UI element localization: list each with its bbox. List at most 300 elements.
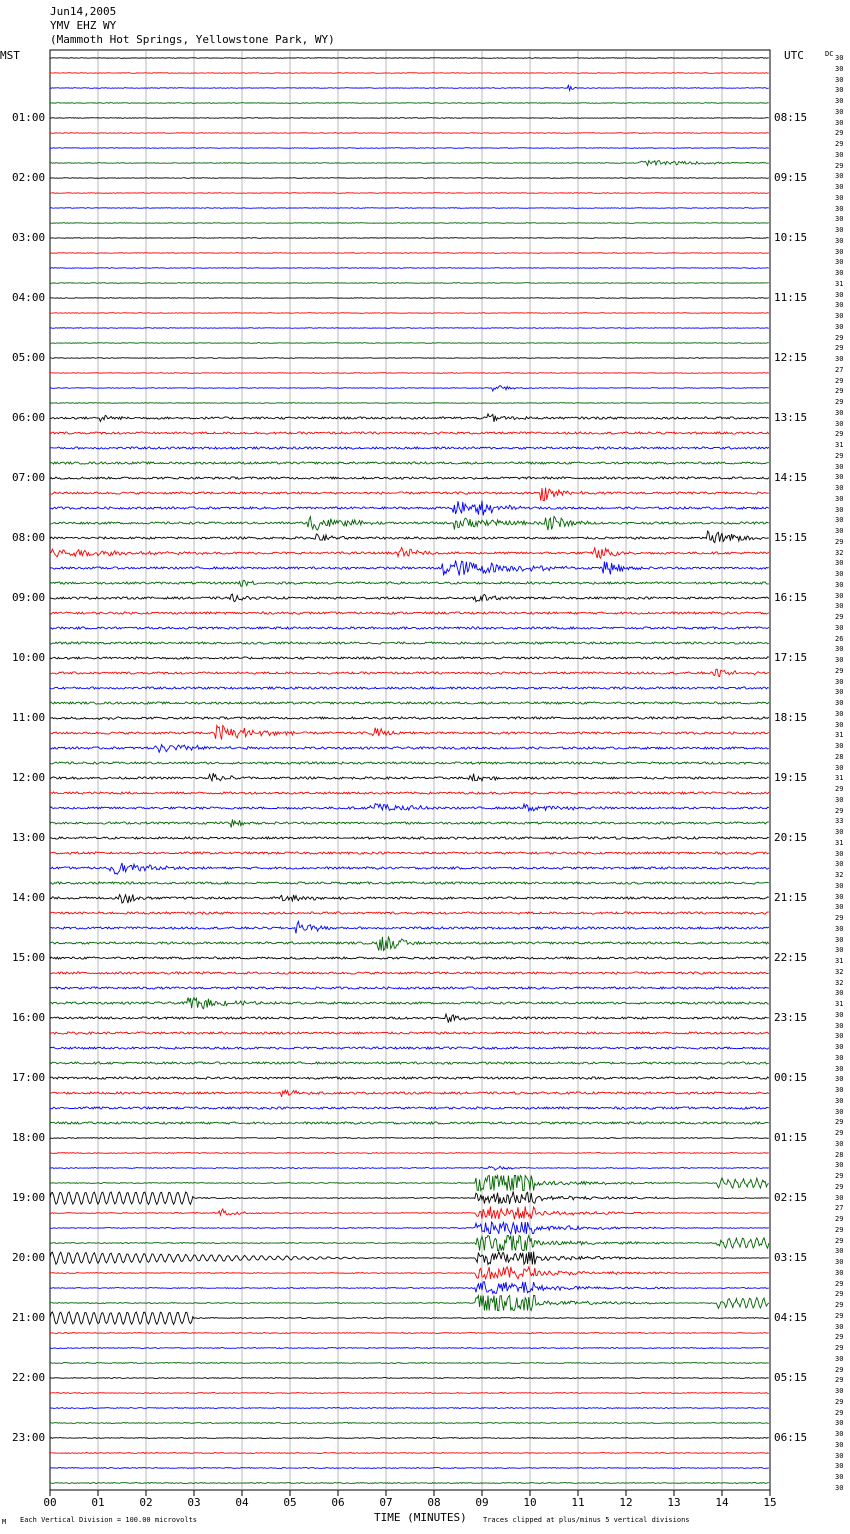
dc-offset-value: 29 (835, 1118, 844, 1127)
dc-offset-value: 31 (835, 1000, 844, 1008)
trace-line (50, 1252, 769, 1265)
seismic-traces (50, 58, 769, 1484)
trace-line (50, 1378, 769, 1379)
dc-offset-value: 30 (835, 1021, 844, 1030)
left-hour-label: 14:00 (12, 891, 46, 904)
trace-line (50, 1047, 769, 1049)
dc-offset-value: 30 (835, 1247, 844, 1256)
trace-line (50, 1348, 769, 1349)
trace-line (50, 298, 769, 299)
dc-offset-value: 30 (835, 645, 844, 654)
dc-offset-value: 30 (835, 1430, 844, 1438)
corner-mark: M (2, 1518, 7, 1526)
right-hour-label: 04:15 (774, 1311, 808, 1324)
left-hour-label: 07:00 (12, 471, 46, 484)
trace-line (50, 998, 769, 1009)
x-tick-label: 04 (235, 1496, 249, 1509)
dc-offset-value: 29 (835, 1365, 844, 1374)
dc-offset-value: 30 (835, 118, 844, 127)
dc-offset-value: 30 (835, 903, 844, 912)
dc-offset-value: 29 (835, 344, 844, 353)
right-hour-label: 10:15 (774, 231, 808, 244)
left-hour-label: 03:00 (12, 231, 46, 244)
dc-offset-value: 30 (835, 1387, 844, 1395)
dc-offset-value: 30 (835, 172, 844, 181)
dc-offset-value: 30 (835, 462, 844, 471)
dc-offset-value: 30 (835, 1268, 844, 1277)
dc-offset-value: 30 (835, 1451, 844, 1460)
dc-offset-value: 30 (835, 795, 844, 804)
trace-line (50, 208, 769, 209)
right-hour-label: 13:15 (774, 411, 808, 424)
dc-offset-value: 30 (835, 355, 844, 363)
dc-offset-value: 29 (835, 613, 844, 621)
trace-line (50, 1014, 769, 1023)
left-hour-label: 12:00 (12, 771, 46, 784)
trace-line (50, 193, 769, 194)
dc-offset-value: 29 (835, 1311, 844, 1320)
dc-offset-value: 29 (835, 537, 844, 546)
dc-offset-value: 30 (835, 1419, 844, 1428)
x-tick-label: 11 (571, 1496, 585, 1509)
trace-line (50, 548, 769, 559)
trace-line (50, 1333, 769, 1334)
trace-line (50, 1296, 769, 1311)
right-hour-label: 15:15 (774, 531, 808, 544)
trace-line (50, 852, 769, 854)
dc-offset-value: 30 (835, 150, 844, 159)
dc-offset-value: 30 (835, 258, 844, 267)
dc-offset-value: 29 (835, 451, 844, 460)
dc-offset-value: 30 (835, 86, 844, 95)
dc-offset-value: 30 (835, 312, 844, 320)
dc-offset-value: 30 (835, 494, 844, 503)
trace-line (50, 745, 769, 753)
dc-offset-value: 29 (835, 387, 844, 396)
dc-offset-value: 30 (835, 720, 844, 729)
dc-offset-value: 30 (835, 1440, 844, 1449)
trace-line (50, 1107, 769, 1109)
dc-offset-value: 28 (835, 752, 844, 761)
x-tick-label: 01 (91, 1496, 105, 1509)
trace-line (50, 863, 769, 874)
dc-offset-value: 30 (835, 64, 844, 73)
dc-offset-value: 30 (835, 1086, 844, 1094)
left-hour-label: 10:00 (12, 651, 46, 664)
dc-offset-value: 30 (835, 236, 844, 245)
dc-offset-value: 30 (835, 290, 844, 299)
x-tick-label: 09 (475, 1496, 489, 1509)
trace-line (50, 531, 769, 543)
left-hour-label: 21:00 (12, 1311, 46, 1324)
left-hour-label: 04:00 (12, 291, 46, 304)
left-hour-label: 11:00 (12, 711, 46, 724)
trace-line (50, 837, 769, 839)
dc-offset-value: 29 (835, 1344, 844, 1352)
left-hour-label: 01:00 (12, 111, 46, 124)
dc-offset-value: 29 (835, 430, 844, 439)
trace-line (50, 148, 769, 149)
trace-line (50, 1312, 769, 1325)
dc-offset-value: 30 (835, 215, 844, 224)
plot-grid (50, 50, 770, 1490)
trace-line (50, 612, 769, 614)
x-tick-label: 15 (763, 1496, 777, 1509)
trace-line (50, 516, 769, 530)
trace-line (50, 1206, 769, 1219)
scale-note: Each Vertical Division = 100.00 microvolts (20, 1516, 198, 1524)
dc-offset-value: 29 (835, 398, 844, 406)
dc-offset-value: 30 (835, 677, 844, 686)
dc-offset-value: 32 (835, 967, 844, 976)
dc-offset-value: 30 (835, 419, 844, 428)
dc-offset-value: 29 (835, 1290, 844, 1299)
dc-offset-value: 30 (835, 1139, 844, 1148)
dc-offset-value: 30 (835, 828, 844, 836)
right-hour-label: 20:15 (774, 831, 808, 844)
trace-line (50, 313, 769, 314)
dc-offset-value: 30 (835, 269, 844, 277)
left-hour-label: 05:00 (12, 351, 46, 364)
trace-line (50, 283, 769, 284)
dc-offset-value: 29 (835, 333, 844, 342)
left-hour-label: 22:00 (12, 1371, 46, 1384)
trace-line (50, 1236, 769, 1251)
trace-line (50, 972, 769, 974)
dc-offset-value: 30 (835, 656, 844, 664)
trace-line (50, 268, 769, 269)
dc-offset-value: 29 (835, 666, 844, 675)
dc-offset-value: 30 (835, 881, 844, 890)
dc-offset-value: 30 (835, 1483, 844, 1492)
trace-line (50, 253, 769, 254)
trace-line (50, 921, 769, 933)
plot-date: Jun14,2005 (50, 5, 117, 18)
left-hour-label: 20:00 (12, 1251, 46, 1264)
dc-offset-value: 30 (835, 849, 844, 858)
dc-offset-value: 30 (835, 1161, 844, 1170)
right-hour-label: 11:15 (774, 291, 808, 304)
right-hour-label: 18:15 (774, 711, 808, 724)
trace-line (50, 223, 769, 224)
dc-offset-value: 30 (835, 1473, 844, 1481)
dc-offset-value: 29 (835, 1408, 844, 1417)
dc-offset-value: 29 (835, 1236, 844, 1245)
dc-offset-value: 30 (835, 247, 844, 256)
dc-offset-value: 31 (835, 279, 844, 288)
dc-offset-value: 29 (835, 161, 844, 170)
trace-line (50, 657, 769, 659)
dc-offset-value: 30 (835, 742, 844, 750)
dc-offset-value: 31 (835, 838, 844, 847)
dc-offset-value: 30 (835, 1075, 844, 1084)
dc-offset-value: 27 (835, 365, 844, 374)
dc-offset-value: 30 (835, 505, 844, 514)
trace-line (50, 161, 769, 166)
left-hour-label: 13:00 (12, 831, 46, 844)
dc-offset-value: 30 (835, 473, 844, 482)
left-hour-label: 19:00 (12, 1191, 46, 1204)
right-hour-label: 17:15 (774, 651, 808, 664)
trace-line (50, 477, 769, 479)
right-hour-label: 00:15 (774, 1071, 808, 1084)
trace-line (50, 373, 769, 374)
dc-offset-value: 30 (835, 193, 844, 202)
trace-line (50, 580, 769, 586)
trace-line (50, 804, 769, 811)
x-tick-label: 13 (667, 1496, 681, 1509)
trace-line (50, 1267, 769, 1279)
dc-offset-value: 30 (835, 946, 844, 955)
trace-line (50, 895, 769, 904)
right-hour-label: 21:15 (774, 891, 808, 904)
trace-line (50, 762, 769, 764)
dc-offset-value: 32 (835, 548, 844, 557)
dc-offset-value: 30 (835, 1322, 844, 1331)
trace-line (50, 328, 769, 329)
trace-line (50, 462, 769, 464)
dc-offset-value: 29 (835, 785, 844, 793)
dc-offset-value: 30 (835, 688, 844, 697)
left-hour-label: 06:00 (12, 411, 46, 424)
trace-line (50, 414, 769, 422)
dc-offset-value: 30 (835, 1064, 844, 1073)
right-hour-label: 19:15 (774, 771, 808, 784)
trace-line (50, 1282, 769, 1294)
trace-line (50, 561, 769, 576)
x-tick-label: 00 (43, 1496, 57, 1509)
dc-offset-value: 30 (835, 1010, 844, 1019)
trace-line (50, 1077, 769, 1079)
trace-line (50, 73, 769, 74)
x-tick-label: 12 (619, 1496, 633, 1509)
trace-line (50, 1468, 769, 1469)
trace-line (50, 432, 769, 434)
dc-offset-value: 33 (835, 817, 844, 826)
trace-line (50, 957, 769, 959)
trace-line (50, 118, 769, 119)
x-tick-label: 06 (331, 1496, 345, 1509)
dc-offset-value: 30 (835, 763, 844, 772)
dc-offset-value: 30 (835, 924, 844, 933)
trace-line (50, 343, 769, 344)
dc-offset-value: 30 (835, 709, 844, 718)
dc-offset-value: 29 (835, 1333, 844, 1342)
dc-offset-value: 30 (835, 527, 844, 535)
dc-offset-value: 30 (835, 1053, 844, 1062)
dc-offset-value: 30 (835, 699, 844, 707)
dc-offset-value: 30 (835, 408, 844, 417)
trace-line (50, 627, 769, 629)
dc-offset-value: 30 (835, 1032, 844, 1041)
x-tick-label: 02 (139, 1496, 153, 1509)
trace-line (50, 820, 769, 828)
trace-line (50, 726, 769, 740)
dc-offset-value: 29 (835, 1225, 844, 1234)
trace-line (50, 937, 769, 951)
dc-offset-value: 30 (835, 570, 844, 578)
trace-line (50, 403, 769, 404)
dc-offset-value: 29 (835, 1397, 844, 1406)
dc-offset-value: 30 (835, 322, 844, 331)
left-hour-label: 09:00 (12, 591, 46, 604)
trace-line (50, 447, 769, 449)
trace-line (50, 773, 769, 781)
dc-offset-value: 29 (835, 1129, 844, 1137)
x-tick-label: 10 (523, 1496, 537, 1509)
dc-offset-value: 30 (835, 1043, 844, 1051)
dc-offset-value: 30 (835, 1354, 844, 1363)
trace-line (50, 1363, 769, 1364)
dc-offset-value: 29 (835, 129, 844, 138)
dc-offset-value: 30 (835, 623, 844, 632)
trace-line (50, 1423, 769, 1424)
trace-line (50, 1153, 769, 1154)
trace-line (50, 717, 769, 720)
dc-offset-value: 30 (835, 226, 844, 234)
trace-line (50, 912, 769, 914)
trace-line (50, 501, 769, 516)
dc-offset-value: 29 (835, 914, 844, 922)
right-hour-label: 22:15 (774, 951, 808, 964)
dc-offset-value: 30 (835, 989, 844, 998)
x-tick-label: 14 (715, 1496, 729, 1509)
x-tick-label: 05 (283, 1496, 297, 1509)
trace-line (50, 85, 769, 90)
dc-offset-value: 30 (835, 580, 844, 589)
dc-offset-value: 29 (835, 1376, 844, 1385)
trace-line (50, 1176, 769, 1191)
trace-line (50, 133, 769, 134)
dc-offset-value: 30 (835, 1258, 844, 1266)
dc-offset-value: 27 (835, 1204, 844, 1213)
dc-offset-value: 30 (835, 183, 844, 191)
right-hour-label: 01:15 (774, 1131, 808, 1144)
trace-line (50, 1032, 769, 1034)
trace-line (50, 792, 769, 794)
right-hour-label: 06:15 (774, 1431, 808, 1444)
left-hour-label: 17:00 (12, 1071, 46, 1084)
dc-offset-value: 30 (835, 75, 844, 84)
dc-offset-value: 30 (835, 484, 844, 492)
plot-location: (Mammoth Hot Springs, Yellowstone Park, WY) (50, 33, 335, 46)
trace-line (50, 1393, 769, 1394)
dc-offset-value: 31 (835, 731, 844, 740)
dc-offset-value: 31 (835, 957, 844, 965)
dc-offset-value: 29 (835, 1279, 844, 1288)
dc-offset-header: DC (825, 50, 834, 58)
dc-offset-value: 29 (835, 140, 844, 148)
left-hour-label: 08:00 (12, 531, 46, 544)
trace-line (50, 882, 769, 884)
trace-line (50, 1453, 769, 1454)
dc-offset-value: 30 (835, 935, 844, 944)
dc-offset-value: 30 (835, 97, 844, 105)
dc-offset-value: 31 (835, 774, 844, 783)
trace-line (50, 1166, 769, 1170)
x-axis-title: TIME (MINUTES) (374, 1511, 467, 1524)
dc-offset-value: 30 (835, 591, 844, 600)
dc-offset-value: 26 (835, 634, 844, 643)
right-hour-label: 05:15 (774, 1371, 808, 1384)
trace-line (50, 1222, 769, 1234)
trace-line (50, 669, 769, 676)
dc-offset-value: 30 (835, 1193, 844, 1202)
dc-offset-value: 30 (835, 892, 844, 901)
trace-line (50, 238, 769, 239)
dc-offset-value: 30 (835, 1107, 844, 1116)
dc-offset-value: 29 (835, 1215, 844, 1223)
dc-offset-value: 30 (835, 54, 844, 62)
trace-line (50, 1408, 769, 1409)
clip-note: Traces clipped at plus/minus 5 vertical divisions (483, 1516, 690, 1524)
dc-offset-value: 30 (835, 204, 844, 213)
trace-line (50, 1138, 769, 1139)
trace-line (50, 488, 769, 501)
dc-offset-value: 28 (835, 1150, 844, 1159)
right-hour-label: 12:15 (774, 351, 808, 364)
trace-line (50, 358, 769, 359)
trace-line (50, 1483, 769, 1484)
trace-line (50, 58, 769, 59)
dc-offset-value: 30 (835, 602, 844, 611)
dc-offset-value: 31 (835, 441, 844, 449)
dc-offset-value: 32 (835, 871, 844, 879)
trace-line (50, 386, 769, 391)
trace-line (50, 1438, 769, 1439)
trace-line (50, 702, 769, 704)
right-hour-label: 02:15 (774, 1191, 808, 1204)
left-hour-label: 16:00 (12, 1011, 46, 1024)
dc-offset-value: 29 (835, 376, 844, 385)
right-hour-label: 16:15 (774, 591, 808, 604)
left-timezone-label: MST (0, 49, 20, 62)
right-hour-label: 08:15 (774, 111, 808, 124)
x-axis-ticks (43, 1490, 776, 1509)
right-hour-label: 09:15 (774, 171, 808, 184)
trace-line (50, 987, 769, 989)
dc-offset-value: 29 (835, 806, 844, 815)
plot-frame (50, 50, 770, 1490)
right-hour-label: 14:15 (774, 471, 808, 484)
left-hour-label: 18:00 (12, 1131, 46, 1144)
trace-line (50, 1122, 769, 1124)
trace-line (50, 1062, 769, 1064)
x-tick-label: 07 (379, 1496, 393, 1509)
dc-offset-value: 30 (835, 1096, 844, 1105)
left-hour-label: 02:00 (12, 171, 46, 184)
right-hour-label: 03:15 (774, 1251, 808, 1264)
trace-line (50, 178, 769, 179)
trace-line (50, 642, 769, 644)
dc-offset-value: 30 (835, 301, 844, 310)
dc-offset-value: 30 (835, 559, 844, 568)
trace-line (50, 687, 769, 689)
dc-offset-value: 29 (835, 1182, 844, 1191)
trace-line (50, 1191, 769, 1204)
trace-line (50, 594, 769, 602)
plot-station: YMV EHZ WY (50, 19, 117, 32)
dc-offset-value: 32 (835, 978, 844, 987)
right-timezone-label: UTC (784, 49, 804, 62)
right-hour-label: 23:15 (774, 1011, 808, 1024)
x-tick-label: 08 (427, 1496, 441, 1509)
dc-offset-value: 30 (835, 107, 844, 116)
dc-offset-value: 30 (835, 1462, 844, 1471)
left-hour-label: 23:00 (12, 1431, 46, 1444)
trace-line (50, 1090, 769, 1097)
dc-offset-value: 29 (835, 1301, 844, 1309)
